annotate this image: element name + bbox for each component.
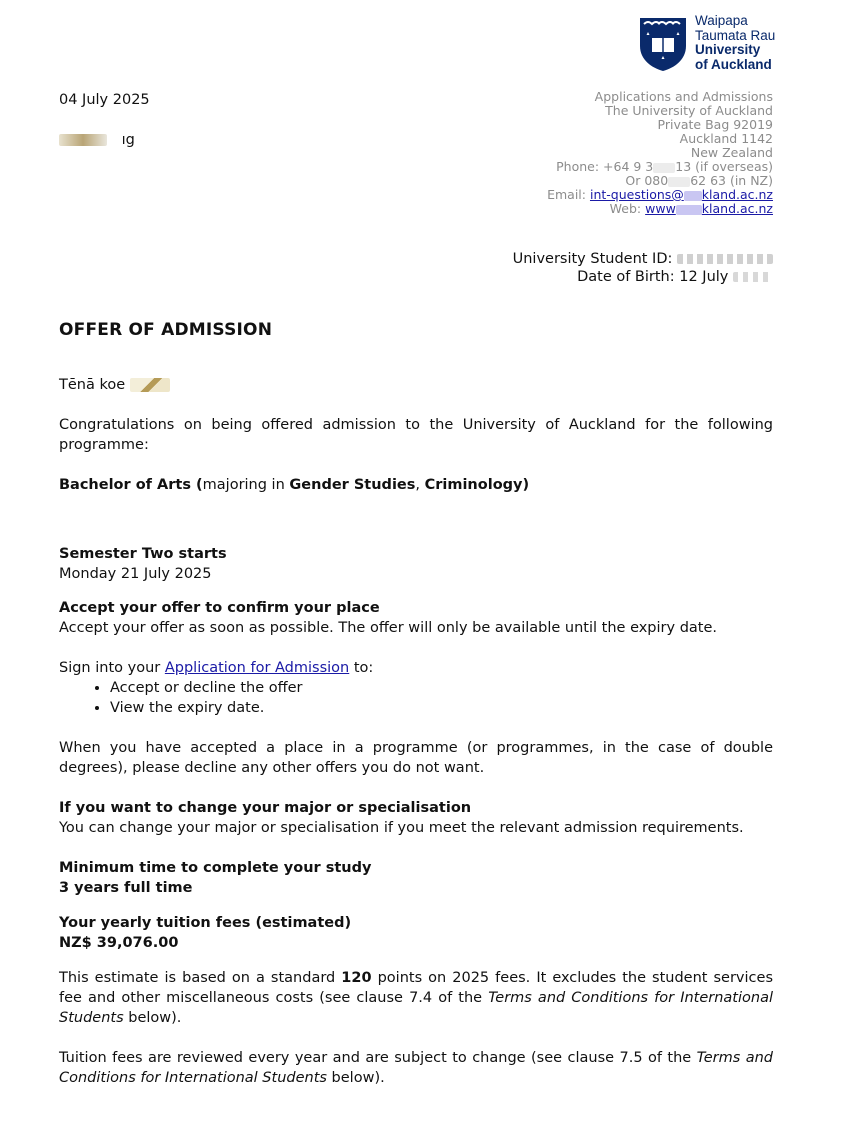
web-line: Web: www kland.ac.nz [609,201,773,216]
logo-line-3: University [695,42,761,57]
programme-line: Bachelor of Arts (majoring in Gender Studies, Criminology) [59,477,530,493]
double-degree-paragraph: When you have accepted a place in a programme (or programmes, in the case of double degrees), please decline any other offers you do not want. [59,740,773,776]
dob-row: Date of Birth: 12 July [513,268,773,286]
redacted-block [653,163,675,173]
logo-line-1: Waipapa [695,13,748,28]
change-major-section [59,798,773,838]
min-time-value: 3 years full time [59,880,193,896]
semester-date: Monday 21 July 2025 [59,566,212,582]
accept-text: Accept your offer as soon as possible. The offer will only be available until the expiry date. [59,620,718,636]
redacted-block [733,272,773,282]
review-paragraph: Tuition fees are reviewed every year and are subject to change (see clause 7.5 of the Terms and Conditions for International Students below). [59,1050,773,1086]
fees-heading: Your yearly tuition fees (estimated) [59,915,352,931]
address-line: Applications and Admissions [594,89,773,104]
min-time-heading: Minimum time to complete your study [59,860,372,876]
web-link[interactable]: www kland.ac.nz [645,201,773,216]
redacted-block [684,191,702,201]
email-line: Email: int-questions@ kland.ac.nz [547,187,773,202]
accept-section [59,598,773,638]
intro-paragraph: Congratulations on being offered admission to the University of Auckland for the following programme: [59,417,773,453]
list-item: • Accept or decline the offer [110,678,773,698]
redacted-block [668,177,690,187]
redacted-block [59,134,107,146]
redacted-block [676,205,702,215]
redacted-block [130,378,170,392]
fees-section [59,913,773,953]
change-major-heading: If you want to change your major or specialisation [59,800,472,816]
logo-line-4: of Auckland [695,56,772,72]
list-item: • View the expiry date. [110,698,773,718]
sender-address [547,90,773,216]
redacted-block [677,254,773,264]
phone-alt-line: Or 080 62 63 (in NZ) [625,173,773,188]
greeting: Tēnā koe [59,375,773,395]
address-line: The University of Auckland [605,103,773,118]
change-major-text: You can change your major or specialisation if you meet the relevant admission requirements. [59,820,744,836]
semester-section [59,544,773,584]
page-title: OFFER OF ADMISSION [59,320,273,340]
logo-line-2: Taumata Rau [695,27,776,43]
address-line: Auckland 1142 [679,131,773,146]
email-link[interactable]: int-questions@ kland.ac.nz [589,187,773,202]
recipient-name [59,130,135,150]
university-crest-icon [638,16,688,72]
address-line: Private Bag 92019 [657,117,773,132]
semester-heading: Semester Two starts [59,546,227,562]
signin-line: Sign into your Application for Admission to: [59,660,374,676]
address-line: New Zealand [690,145,773,160]
application-for-admission-link[interactable]: Application for Admission [164,660,350,676]
signin-section [59,658,773,718]
phone-line: Phone: +64 9 3 13 (if overseas) [556,159,773,174]
fees-value: NZ$ 39,076.00 [59,935,179,951]
accept-heading: Accept your offer to confirm your place [59,600,380,616]
university-logo [638,14,778,74]
student-id-row: University Student ID: [513,250,773,268]
letter-date: 04 July 2025 [59,92,150,108]
signin-bullet-list [59,678,773,718]
estimate-paragraph: This estimate is based on a standard 120 points on 2025 fees. It excludes the student services fee and other miscellaneous costs (see clause 7.4 of the Terms and Conditions for International Students below). [59,970,773,1026]
recipient-name-fragment: ıg [121,132,135,148]
student-identifiers [513,250,773,286]
min-time-section [59,858,773,898]
